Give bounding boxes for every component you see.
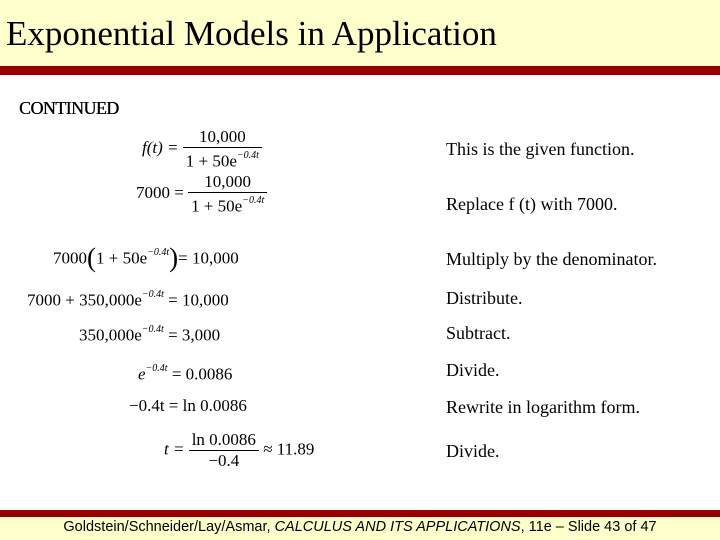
step-note-2: Replace f (t) with 7000. [446, 194, 618, 214]
step-note-4: Distribute. [446, 288, 523, 308]
eq6-right: = 0.0086 [171, 364, 233, 384]
footer-authors: Goldstein/Schneider/Lay/Asmar, [63, 519, 275, 535]
equation-replace [136, 172, 267, 217]
eq1-numerator: 10,000 [198, 127, 246, 146]
eq8-result: ≈ 11.89 [263, 439, 315, 459]
eq2-numerator: 10,000 [204, 172, 252, 191]
eq1-fraction [183, 127, 262, 172]
eq3-right: = 10,000 [178, 248, 239, 268]
eq3-exponent: −0.4t [147, 247, 170, 258]
equation-divide [138, 361, 232, 385]
step-note-1: This is the given function. [446, 139, 635, 159]
eq4-exponent: −0.4t [141, 289, 164, 300]
eq6-base: e [138, 364, 146, 384]
footer-book-title: CALCULUS AND ITS APPLICATIONS [274, 519, 521, 535]
eq3-left: 7000 [53, 248, 87, 268]
eq3-inner: 1 + 50e [96, 248, 148, 268]
eq8-lhs: t = [164, 439, 185, 459]
step-note-5: Subtract. [446, 323, 511, 343]
slide-footer [0, 519, 720, 535]
eq6-exponent: −0.4t [145, 363, 168, 374]
eq2-lhs: 7000 = [136, 183, 184, 203]
eq8-numerator: ln 0.0086 [191, 430, 256, 449]
eq5-exponent: −0.4t [141, 324, 164, 335]
slide-title: Exponential Models in Application [6, 14, 497, 53]
step-note-6: Divide. [446, 360, 500, 380]
eq2-fraction [188, 172, 267, 217]
equation-multiply [53, 242, 239, 273]
step-note-3: Multiply by the denominator. [446, 249, 657, 269]
eq1-lhs: f(t) = [142, 138, 179, 158]
equation-solve-t [164, 430, 314, 471]
continued-label: CONTINUED [19, 98, 119, 118]
equation-given-function [142, 127, 262, 172]
eq5-left: 350,000e [79, 325, 142, 345]
footer-divider [0, 510, 720, 517]
eq4-right: = 10,000 [168, 290, 229, 310]
eq2-denominator: $1 + 50e^{-0.4t}$ [188, 192, 267, 217]
eq4-left: 7000 + 350,000e [27, 290, 142, 310]
eq3-open-paren: ( [87, 242, 96, 273]
title-divider [0, 66, 720, 75]
eq8-fraction [189, 430, 259, 471]
step-note-7: Rewrite in logarithm form. [446, 397, 640, 417]
equation-logarithm [129, 396, 247, 416]
step-note-8: Divide. [446, 441, 500, 461]
eq3-close-paren: ) [169, 242, 179, 273]
equation-distribute [27, 287, 229, 311]
footer-slide-number: , 11e – Slide 43 of 47 [520, 519, 657, 535]
eq5-right: = 3,000 [168, 325, 221, 345]
eq7-expression: −0.4t = ln 0.0086 [129, 396, 247, 415]
equation-subtract [79, 322, 220, 346]
eq1-denominator: $1 + 50e^{-0.4t}$ [183, 147, 262, 172]
eq8-denominator: −0.4 [189, 450, 259, 471]
